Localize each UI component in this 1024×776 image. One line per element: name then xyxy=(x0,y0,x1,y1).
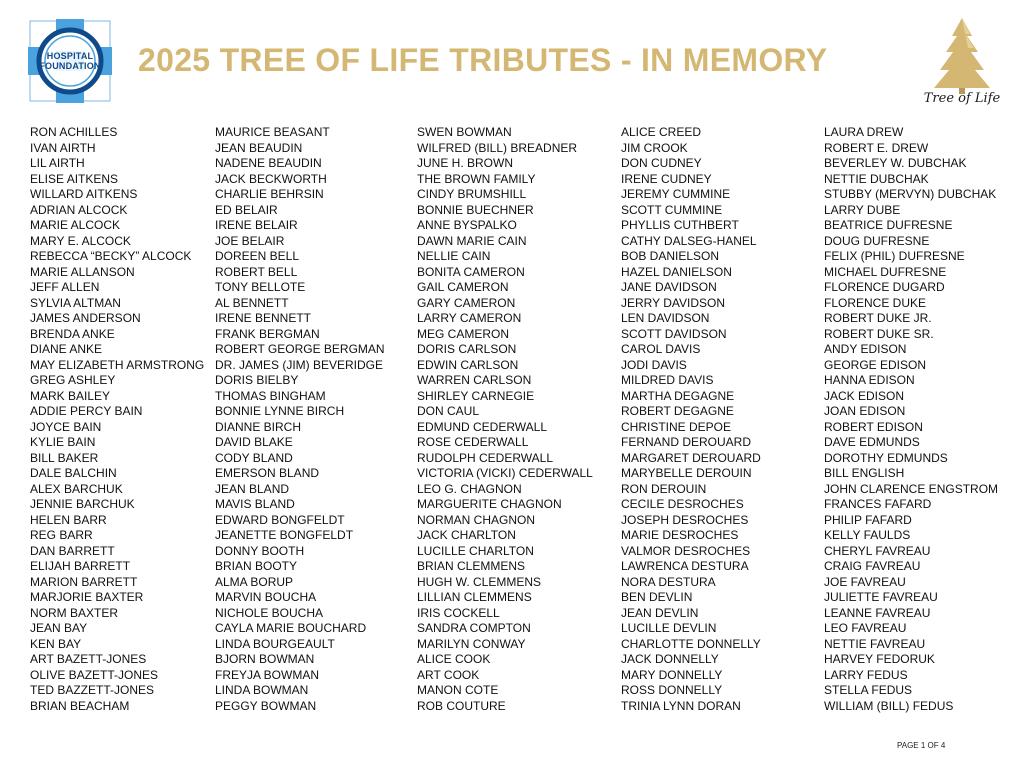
tribute-name: CAYLA MARIE BOUCHARD xyxy=(215,621,367,635)
tribute-name: GREG ASHLEY xyxy=(30,373,116,387)
tribute-name: PHILIP FAFARD xyxy=(824,512,912,527)
tribute-name: FREYJA BOWMAN xyxy=(215,667,320,682)
tribute-name: DORIS CARLSON xyxy=(417,342,517,356)
tribute-name: DAVID BLAKE xyxy=(215,435,293,449)
tribute-name: ROSS DONNELLY xyxy=(621,683,723,697)
tribute-name: BONNIE LYNNE BIRCH xyxy=(215,404,345,418)
tribute-name: NORM BAXTER xyxy=(30,605,119,620)
tribute-name: NETTIE DUBCHAK xyxy=(824,171,929,186)
tribute-name: TED BAZZETT-JONES xyxy=(30,683,155,697)
tribute-name: DOROTHY EDMUNDS xyxy=(824,450,948,465)
tribute-name: NELLIE CAIN xyxy=(417,249,491,263)
tribute-name: CRAIG FAVREAU xyxy=(824,559,921,573)
tribute-name: JEAN BAY xyxy=(30,621,88,635)
tribute-name: LEO FAVREAU xyxy=(824,621,907,635)
tribute-name: DIANE ANKE xyxy=(30,342,103,356)
tribute-name: IRENE BELAIR xyxy=(215,218,298,232)
tribute-name: AL BENNETT xyxy=(215,295,289,310)
tribute-name: HUGH W. CLEMMENS xyxy=(417,574,542,589)
tribute-name: ALICE CREED xyxy=(621,125,702,139)
tribute-name: JAMES ANDERSON xyxy=(30,311,141,325)
names-column-2 xyxy=(215,125,385,714)
logo-line-2: FOUNDATION xyxy=(39,61,101,71)
tribute-name: DAN BARRETT xyxy=(30,543,115,558)
tribute-name: ROBERT GEORGE BERGMAN xyxy=(215,342,385,356)
tribute-name: MARTHA DEGAGNE xyxy=(621,388,735,403)
names-column-4 xyxy=(621,125,761,714)
tribute-name: MARILYN CONWAY xyxy=(417,636,526,651)
tribute-name: JANE DAVIDSON xyxy=(621,280,717,294)
tribute-name: NADENE BEAUDIN xyxy=(215,156,322,170)
tribute-name: NETTIE FAVREAU xyxy=(824,636,926,651)
tribute-name: DR. JAMES (JIM) BEVERIDGE xyxy=(215,357,384,372)
tribute-name: BEN DEVLIN xyxy=(621,590,693,604)
tribute-name: JACK EDISON xyxy=(824,388,905,403)
tribute-name: DAWN MARIE CAIN xyxy=(417,233,527,248)
tribute-name: FRANK BERGMAN xyxy=(215,326,320,341)
tribute-name: LUCILLE CHARLTON xyxy=(417,543,534,558)
tribute-name: DORIS BIELBY xyxy=(215,373,299,387)
tribute-name: MARION BARRETT xyxy=(30,574,138,589)
tribute-name: MARY E. ALCOCK xyxy=(30,233,131,248)
tribute-name: ELISE AITKENS xyxy=(30,171,119,186)
tribute-name: ANDY EDISON xyxy=(824,342,907,356)
tribute-name: CAROL DAVIS xyxy=(621,342,701,356)
tribute-name: IRENE BENNETT xyxy=(215,311,312,325)
tribute-name: JACK BECKWORTH xyxy=(215,171,327,186)
tribute-name: EDWARD BONGFELDT xyxy=(215,512,345,527)
tribute-name: ANNE BYSPALKO xyxy=(417,218,517,232)
tribute-name: JACK DONNELLY xyxy=(621,652,719,666)
tribute-name: ART BAZETT-JONES xyxy=(30,652,147,666)
tribute-name: KEN BAY xyxy=(30,636,82,651)
tribute-name: LIL AIRTH xyxy=(30,156,85,170)
tribute-name: CHERYL FAVREAU xyxy=(824,543,931,558)
tribute-name: SCOTT CUMMINE xyxy=(621,202,723,217)
tribute-name: IRIS COCKELL xyxy=(417,605,500,620)
tribute-name: FELIX (PHIL) DUFRESNE xyxy=(824,249,965,263)
tribute-name: JODI DAVIS xyxy=(621,357,687,372)
tribute-name: WARREN CARLSON xyxy=(417,373,532,387)
tribute-name: ADDIE PERCY BAIN xyxy=(30,404,143,418)
tribute-name: CODY BLAND xyxy=(215,450,293,465)
tribute-name: ROBERT DUKE SR. xyxy=(824,326,934,341)
tribute-name: HAZEL DANIELSON xyxy=(621,264,732,279)
tribute-name: MAY ELIZABETH ARMSTRONG xyxy=(30,357,205,372)
tribute-name: JENNIE BARCHUK xyxy=(30,497,135,511)
tribute-name: DALE BALCHIN xyxy=(30,466,117,480)
tribute-name: JEAN BEAUDIN xyxy=(215,140,303,155)
tribute-name: ROBERT DEGAGNE xyxy=(621,404,734,418)
tribute-name: MICHAEL DUFRESNE xyxy=(824,264,947,279)
tribute-name: MARJORIE BAXTER xyxy=(30,590,144,604)
tribute-name: FERNAND DEROUARD xyxy=(621,435,752,449)
tribute-name: ROB COUTURE xyxy=(417,698,506,713)
tribute-name: HANNA EDISON xyxy=(824,373,915,387)
tribute-name: RON ACHILLES xyxy=(30,125,118,139)
tribute-name: LEN DAVIDSON xyxy=(621,311,710,325)
names-column-3 xyxy=(417,125,593,714)
tribute-name: JIM CROOK xyxy=(621,140,688,155)
foundation-logo xyxy=(26,17,114,105)
tribute-name: MARYBELLE DEROUIN xyxy=(621,466,752,480)
tribute-name: VALMOR DESROCHES xyxy=(621,543,751,558)
tribute-name: VICTORIA (VICKI) CEDERWALL xyxy=(417,466,593,480)
tribute-name: DOREEN BELL xyxy=(215,249,300,263)
tribute-name: STELLA FEDUS xyxy=(824,683,913,697)
tribute-name: HELEN BARR xyxy=(30,512,107,527)
tribute-name: JOAN EDISON xyxy=(824,404,906,418)
tribute-name: SWEN BOWMAN xyxy=(417,125,512,139)
tribute-name: PEGGY BOWMAN xyxy=(215,698,317,713)
tribute-name: JUNE H. BROWN xyxy=(417,156,513,170)
tribute-name: CHRISTINE DEPOE xyxy=(621,419,732,434)
tribute-name: MARVIN BOUCHA xyxy=(215,590,317,604)
tribute-name: DON CUDNEY xyxy=(621,156,702,170)
tribute-name: ROBERT BELL xyxy=(215,264,298,279)
tribute-name: FLORENCE DUKE xyxy=(824,295,927,310)
tribute-name: THOMAS BINGHAM xyxy=(215,388,326,403)
tribute-name: BEVERLEY W. DUBCHAK xyxy=(824,156,967,170)
tribute-name: MARIE DESROCHES xyxy=(621,528,739,542)
tree-caption: Tree of Life xyxy=(923,91,1001,106)
tribute-name: JERRY DAVIDSON xyxy=(621,295,726,310)
tribute-name: CINDY BRUMSHILL xyxy=(417,187,527,201)
tribute-name: BILL ENGLISH xyxy=(824,466,905,480)
tribute-name: JOE BELAIR xyxy=(215,233,285,248)
tribute-name: ROBERT EDISON xyxy=(824,419,923,434)
tribute-name: MARGARET DEROUARD xyxy=(621,450,761,465)
tribute-name: SHIRLEY CARNEGIE xyxy=(417,388,535,403)
tribute-name: CATHY DALSEG-HANEL xyxy=(621,233,757,248)
tribute-name: DONNY BOOTH xyxy=(215,543,305,558)
logo-line-1: HOSPITAL xyxy=(46,51,94,61)
tribute-name: EDWIN CARLSON xyxy=(417,357,519,372)
tribute-name: KYLIE BAIN xyxy=(30,435,96,449)
tribute-name: JEFF ALLEN xyxy=(30,280,100,294)
tribute-name: WILLIAM (BILL) FEDUS xyxy=(824,698,954,713)
tribute-name: LARRY CAMERON xyxy=(417,311,522,325)
tribute-name: REBECCA “BECKY” ALCOCK xyxy=(30,249,192,263)
tribute-name: BOB DANIELSON xyxy=(621,249,720,263)
tribute-name: ROBERT E. DREW xyxy=(824,140,929,155)
tribute-name: LARRY FEDUS xyxy=(824,667,908,682)
tribute-name: BRIAN BEACHAM xyxy=(30,698,130,713)
tribute-name: MARIE ALLANSON xyxy=(30,264,135,279)
tribute-name: LINDA BOWMAN xyxy=(215,683,309,697)
tribute-name: BONITA CAMERON xyxy=(417,264,525,279)
tribute-name: KELLY FAULDS xyxy=(824,528,911,542)
tribute-name: ALMA BORUP xyxy=(215,574,294,589)
tribute-name: MILDRED DAVIS xyxy=(621,373,714,387)
tribute-name: HARVEY FEDORUK xyxy=(824,652,935,666)
tribute-name: DIANNE BIRCH xyxy=(215,419,302,434)
tribute-name: EMERSON BLAND xyxy=(215,466,320,480)
tribute-name: BRIAN BOOTY xyxy=(215,559,298,573)
tribute-name: STUBBY (MERVYN) DUBCHAK xyxy=(824,187,997,201)
tribute-name: LILLIAN CLEMMENS xyxy=(417,590,532,604)
tribute-name: OLIVE BAZETT-JONES xyxy=(30,667,159,682)
tribute-name: DAVE EDMUNDS xyxy=(824,435,920,449)
tribute-name: MARIE ALCOCK xyxy=(30,218,121,232)
tribute-name: ROSE CEDERWALL xyxy=(417,435,529,449)
tribute-name: THE BROWN FAMILY xyxy=(417,171,536,186)
tribute-name: MARGUERITE CHAGNON xyxy=(417,497,562,511)
tribute-name: MARY DONNELLY xyxy=(621,667,723,682)
tribute-name: ELIJAH BARRETT xyxy=(30,559,131,573)
tribute-name: LEO G. CHAGNON xyxy=(417,481,522,496)
tribute-name: CECILE DESROCHES xyxy=(621,497,744,511)
tribute-name: BILL BAKER xyxy=(30,450,99,465)
tribute-name: NORA DESTURA xyxy=(621,574,716,589)
tribute-name: JEANETTE BONGFELDT xyxy=(215,528,354,542)
tribute-name: JOSEPH DESROCHES xyxy=(621,512,749,527)
tribute-name: REG BARR xyxy=(30,528,93,542)
tribute-name: NORMAN CHAGNON xyxy=(417,512,536,527)
tribute-name: BONNIE BUECHNER xyxy=(417,202,534,217)
tribute-name: LINDA BOURGEAULT xyxy=(215,636,335,651)
tribute-name: ROBERT DUKE JR. xyxy=(824,311,932,325)
page-title: 2025 TREE OF LIFE TRIBUTES - IN MEMORY xyxy=(138,42,828,78)
tribute-name: CHARLOTTE DONNELLY xyxy=(621,636,761,651)
tribute-name: PHYLLIS CUTHBERT xyxy=(621,218,739,232)
tribute-name: ART COOK xyxy=(417,667,480,682)
tribute-name: SCOTT DAVIDSON xyxy=(621,326,727,341)
tribute-name: IVAN AIRTH xyxy=(30,140,96,155)
tribute-name: BRENDA ANKE xyxy=(30,326,115,341)
tribute-name: RON DEROUIN xyxy=(621,481,707,496)
names-column-5 xyxy=(824,125,998,714)
tribute-name: LUCILLE DEVLIN xyxy=(621,621,717,635)
tribute-name: EDMUND CEDERWALL xyxy=(417,419,548,434)
tribute-name: JOHN CLARENCE ENGSTROM xyxy=(824,481,999,496)
tribute-name: BJORN BOWMAN xyxy=(215,652,315,666)
tribute-name: RUDOLPH CEDERWALL xyxy=(417,450,554,465)
tribute-name: JOYCE BAIN xyxy=(30,419,102,434)
page-number: PAGE 1 OF 4 xyxy=(897,741,946,750)
tribute-name: MARK BAILEY xyxy=(30,388,111,403)
tribute-name: ALICE COOK xyxy=(417,652,491,666)
tribute-name: TONY BELLOTE xyxy=(215,280,306,294)
tribute-name: JEAN BLAND xyxy=(215,481,290,496)
tribute-name: IRENE CUDNEY xyxy=(621,171,712,186)
tribute-name: SANDRA COMPTON xyxy=(417,621,531,635)
tribute-name: GAIL CAMERON xyxy=(417,280,509,294)
tribute-name: ADRIAN ALCOCK xyxy=(30,202,128,217)
tribute-name: MANON COTE xyxy=(417,683,499,697)
tribute-name: LARRY DUBE xyxy=(824,202,901,217)
tribute-name: BRIAN CLEMMENS xyxy=(417,559,526,573)
tribute-name: JOE FAVREAU xyxy=(824,574,906,589)
tribute-name: FRANCES FAFARD xyxy=(824,497,932,511)
tribute-name: DON CAUL xyxy=(417,404,480,418)
tribute-name: JEREMY CUMMINE xyxy=(621,187,731,201)
tribute-name: ED BELAIR xyxy=(215,202,278,217)
tribute-name: JULIETTE FAVREAU xyxy=(824,590,938,604)
tribute-name: LAURA DREW xyxy=(824,125,904,139)
tribute-name: FLORENCE DUGARD xyxy=(824,280,945,294)
tribute-name: GEORGE EDISON xyxy=(824,357,927,372)
names-column-1 xyxy=(30,125,204,714)
tribute-name: NICHOLE BOUCHA xyxy=(215,605,324,620)
tribute-name: WILLARD AITKENS xyxy=(30,187,138,201)
tribute-name: SYLVIA ALTMAN xyxy=(30,295,121,310)
tribute-name: MAVIS BLAND xyxy=(215,497,295,511)
tribute-name: JEAN DEVLIN xyxy=(621,605,699,620)
tribute-name: GARY CAMERON xyxy=(417,295,516,310)
tribute-name: BEATRICE DUFRESNE xyxy=(824,218,953,232)
tribute-name: WILFRED (BILL) BREADNER xyxy=(417,140,578,155)
tribute-name: ALEX BARCHUK xyxy=(30,481,123,496)
tribute-name: JACK CHARLTON xyxy=(417,528,516,542)
tribute-name: TRINIA LYNN DORAN xyxy=(621,698,741,713)
tribute-name: LEANNE FAVREAU xyxy=(824,605,931,620)
tribute-name: MAURICE BEASANT xyxy=(215,125,330,139)
tribute-name: LAWRENCA DESTURA xyxy=(621,559,749,573)
tribute-name: CHARLIE BEHRSIN xyxy=(215,187,324,201)
tribute-name: MEG CAMERON xyxy=(417,326,510,341)
tribute-name: DOUG DUFRESNE xyxy=(824,233,930,248)
